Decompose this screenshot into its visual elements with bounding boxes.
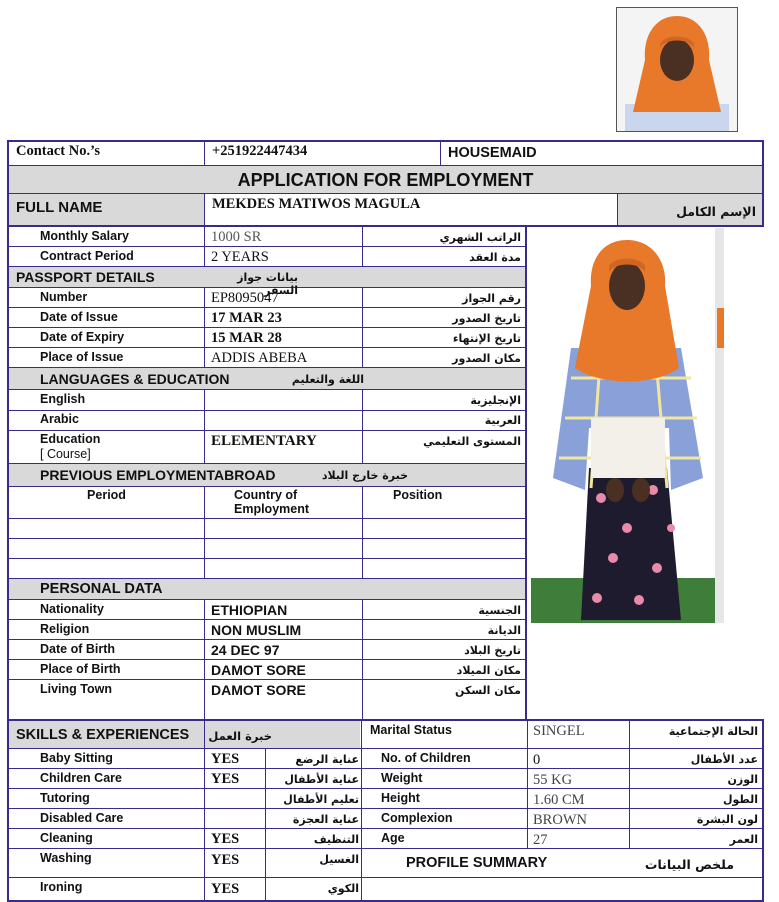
arabic-ar: العربية [484, 414, 521, 427]
religion-label: Religion [40, 622, 90, 636]
education-sub: [ Course] [40, 447, 91, 461]
height-value: 1.60 CM [533, 792, 585, 808]
skill-children-care-ar: عناية الأطفال [284, 773, 359, 786]
full-name-value: MEKDES MATIWOS MAGULA [212, 196, 421, 212]
skill-cleaning-label: Cleaning [40, 831, 93, 845]
skill-disabled-care-ar: عناية العجزة [292, 813, 359, 826]
weight-ar: الوزن [727, 773, 758, 786]
languages-heading-ar: اللغة والتعليم [291, 373, 364, 386]
birthplace-value: DAMOT SORE [211, 662, 306, 678]
col-position: Position [393, 488, 443, 502]
education-value: ELEMENTARY [211, 433, 317, 449]
full-name-ar: الإسم الكامل [676, 204, 756, 219]
personal-heading: PERSONAL DATA [40, 581, 163, 597]
skill-tutoring-ar: تعليم الأطفال [283, 793, 359, 806]
religion-ar: الديانة [487, 624, 521, 637]
contact-value: +251922447434 [212, 143, 308, 159]
contract-ar: مدة العقد [469, 251, 521, 264]
weight-label: Weight [381, 771, 423, 785]
complexion-label: Complexion [381, 811, 453, 825]
english-ar: الإنجليزية [470, 394, 521, 407]
birthplace-label: Place of Birth [40, 662, 121, 676]
marital-value: SINGEL [533, 723, 585, 739]
skill-tutoring-label: Tutoring [40, 791, 90, 805]
dob-ar: تاريخ البلاد [464, 644, 521, 657]
col-period: Period [87, 488, 126, 502]
age-label: Age [381, 831, 405, 845]
skill-ironing-label: Ironing [40, 880, 83, 894]
skill-baby-sitting-ar: عناية الرضع [295, 753, 359, 766]
arabic-label: Arabic [40, 412, 79, 426]
height-label: Height [381, 791, 420, 805]
salary-label: Monthly Salary [40, 229, 129, 243]
page-title: APPLICATION FOR EMPLOYMENT [237, 170, 534, 190]
skills-heading: SKILLS & EXPERIENCES [16, 727, 190, 743]
full-name-label: FULL NAME [16, 199, 103, 216]
issue-place-ar: مكان الصدور [452, 352, 521, 365]
skill-cleaning-value: YES [211, 831, 240, 847]
nationality-value: ETHIOPIAN [211, 602, 288, 618]
children-ar: عدد الأطفال [690, 753, 758, 766]
previous-heading-ar: خبرة خارج البلاد [321, 469, 408, 482]
passport-heading-ar: بيانات جواز السفر [237, 271, 298, 297]
skill-washing-ar: الغسيل [319, 853, 359, 866]
education-ar: المستوى التعليمي [423, 435, 521, 448]
complexion-value: BROWN [533, 812, 587, 828]
living-town-label: Living Town [40, 682, 112, 696]
dob-label: Date of Birth [40, 642, 115, 656]
issue-date-label: Date of Issue [40, 310, 118, 324]
nationality-ar: الجنسية [478, 604, 521, 617]
position-title: HOUSEMAID [448, 145, 537, 161]
marital-ar: الحالة الإجتماعية [668, 725, 758, 738]
skill-ironing-ar: الكوي [327, 882, 359, 895]
skill-children-care-label: Children Care [40, 771, 122, 785]
contract-value: 2 YEARS [211, 249, 269, 265]
marital-label: Marital Status [370, 723, 452, 737]
education-label: Education [40, 432, 101, 446]
expiry-date-ar: تاريخ الإنتهاء [452, 332, 521, 345]
religion-value: NON MUSLIM [211, 622, 302, 638]
passport-photo-small [616, 7, 738, 132]
height-ar: الطول [722, 793, 758, 806]
weight-value: 55 KG [533, 772, 573, 788]
age-value: 27 [533, 832, 548, 848]
skills-heading-ar: خبرة العمل [208, 729, 272, 743]
passport-number-value: EP8095047 [211, 290, 279, 306]
skill-washing-label: Washing [40, 851, 92, 865]
contact-label: Contact No.’s [16, 143, 101, 159]
birthplace-ar: مكان الميلاد [456, 664, 521, 677]
age-ar: العمر [729, 833, 758, 846]
passport-heading: PASSPORT DETAILS [16, 269, 155, 285]
expiry-date-label: Date of Expiry [40, 330, 125, 344]
passport-number-ar: رقم الجواز [462, 292, 521, 305]
issue-place-value: ADDIS ABEBA [211, 350, 308, 366]
skill-children-care-value: YES [211, 771, 240, 787]
issue-date-ar: تاريخ الصدور [452, 312, 521, 325]
salary-value: 1000 SR [211, 229, 262, 245]
dob-value: 24 DEC 97 [211, 642, 280, 658]
living-town-value: DAMOT SORE [211, 682, 306, 698]
children-value: 0 [533, 752, 541, 768]
skill-disabled-care-label: Disabled Care [40, 811, 124, 825]
languages-heading: LANGUAGES & EDUCATION [40, 371, 230, 387]
contract-label: Contract Period [40, 249, 134, 263]
passport-number-label: Number [40, 290, 88, 304]
skill-ironing-value: YES [211, 881, 240, 897]
profile-summary-heading: PROFILE SUMMARY [406, 855, 548, 871]
skill-washing-value: YES [211, 852, 240, 868]
issue-place-label: Place of Issue [40, 350, 124, 364]
expiry-date-value: 15 MAR 28 [211, 330, 282, 346]
children-label: No. of Children [381, 751, 471, 765]
english-label: English [40, 392, 86, 406]
issue-date-value: 17 MAR 23 [211, 310, 282, 326]
full-body-photo [531, 228, 724, 623]
skill-cleaning-ar: التنظيف [313, 833, 359, 846]
profile-summary-ar: ملخص البيانات [644, 857, 734, 872]
salary-ar: الراتب الشهري [439, 231, 521, 244]
skill-baby-sitting-label: Baby Sitting [40, 751, 113, 765]
nationality-label: Nationality [40, 602, 104, 616]
previous-heading: PREVIOUS EMPLOYMENTABROAD [40, 467, 276, 483]
col-country: Country of Employment [234, 488, 310, 516]
complexion-ar: لون البشرة [696, 813, 758, 826]
skill-baby-sitting-value: YES [211, 751, 240, 767]
living-town-ar: مكان السكن [455, 684, 521, 697]
